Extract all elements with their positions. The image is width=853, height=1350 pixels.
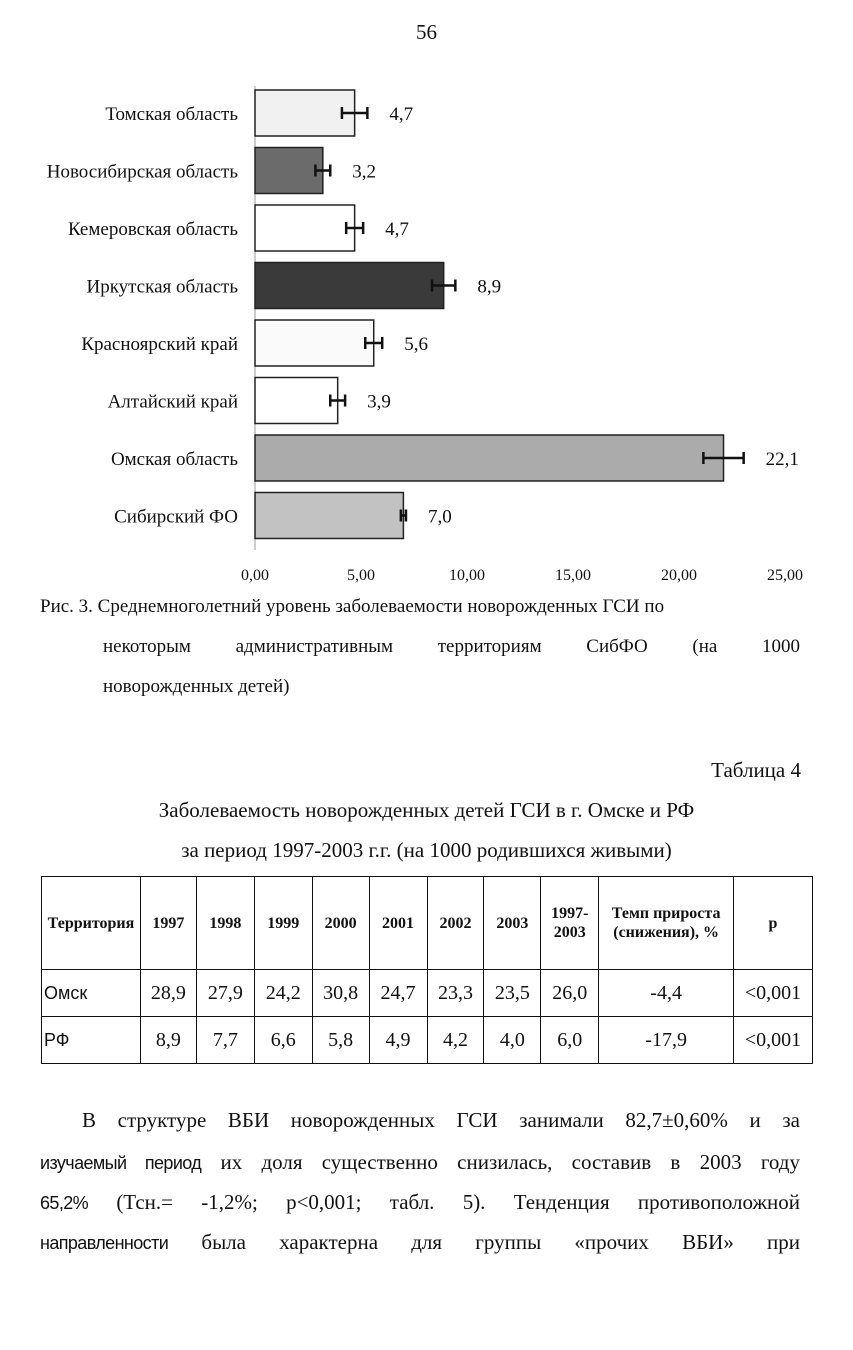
category-label: Кемеровская область: [67, 219, 238, 240]
bar: [255, 378, 338, 424]
paragraph-line-1: В структуре ВБИ новорожденных ГСИ занимали 82,7±0,60% и за: [82, 1108, 800, 1132]
incidence-table: [41, 876, 813, 1064]
table-header-row: [42, 877, 813, 970]
table-title-line-1: Заболеваемость новорожденных детей ГСИ в г. Омске и РФ: [158, 798, 695, 822]
table-cell: <0,001: [734, 970, 813, 1017]
bar: [255, 205, 355, 251]
header-cell: p: [734, 877, 813, 970]
table-row: [42, 1017, 813, 1064]
paragraph-fragment: 65,2%: [40, 1193, 89, 1213]
data-label: 3,9: [367, 391, 391, 413]
header-cell: 2001: [369, 877, 427, 970]
x-tick-label: 15,00: [555, 567, 591, 584]
table-cell: 5,8: [312, 1017, 369, 1064]
table-cell: 4,2: [427, 1017, 484, 1064]
x-tick-label: 10,00: [449, 567, 485, 584]
table-cell: 6,6: [254, 1017, 312, 1064]
paragraph-fragment: была характерна для группы «прочих ВБИ» при: [168, 1230, 800, 1254]
bar: [255, 493, 403, 539]
x-tick-label: 25,00: [767, 567, 803, 584]
table-cell: <0,001: [734, 1017, 813, 1064]
paragraph-fragment: их доля существенно снизилась, составив в 2003 году: [201, 1150, 800, 1174]
table-title-line-2: за период 1997-2003 г.г. (на 1000 родившихся живыми): [181, 838, 672, 862]
table-cell: 24,2: [254, 970, 312, 1017]
page-number: 56: [416, 20, 437, 44]
paragraph-fragment: изучаемый период: [40, 1153, 202, 1173]
paragraph-line-3: [40, 1190, 800, 1215]
category-label: Новосибирская область: [46, 161, 238, 183]
table-cell: 8,9: [140, 1017, 196, 1064]
category-label: Иркутская область: [86, 276, 238, 298]
table-cell: 6,0: [541, 1017, 599, 1064]
paragraph-fragment: (Тсн.= -1,2%; p<0,001; табл. 5). Тенденция противоположной: [88, 1190, 800, 1214]
table-cell: 27,9: [196, 970, 254, 1017]
table-cell: 4,9: [369, 1017, 427, 1064]
header-cell: 1998: [196, 877, 254, 970]
data-label: 8,9: [477, 276, 502, 298]
table-cell: -4,4: [599, 970, 734, 1017]
table-cell: 24,7: [369, 970, 427, 1017]
header-cell: Территория: [42, 877, 141, 970]
table-cell: 4,0: [484, 1017, 541, 1064]
header-cell: 1997-2003: [541, 877, 599, 970]
bar: [255, 435, 724, 481]
x-tick-label: 0,00: [241, 567, 269, 584]
header-cell: 1999: [254, 877, 312, 970]
bar: [255, 90, 355, 136]
category-label: Омская область: [110, 449, 238, 470]
data-label: 3,2: [352, 161, 377, 183]
header-cell: 1997: [140, 877, 196, 970]
table-cell: 23,5: [484, 970, 541, 1017]
header-cell: 2003: [484, 877, 541, 970]
table-cell: 26,0: [541, 970, 599, 1017]
data-label: 5,6: [404, 334, 428, 355]
x-tick-label: 20,00: [661, 567, 697, 584]
table-cell: 7,7: [196, 1017, 254, 1064]
paragraph-line-2: [40, 1150, 800, 1175]
table-cell: 28,9: [140, 970, 196, 1017]
table-cell: 30,8: [312, 970, 369, 1017]
data-label: 4,7: [389, 104, 414, 125]
category-label: Алтайский край: [107, 391, 238, 413]
header-cell: 2002: [427, 877, 484, 970]
figure-caption-line-3: новорожденных детей): [103, 676, 290, 697]
data-label: 4,7: [385, 219, 409, 240]
table-cell: РФ: [42, 1017, 141, 1064]
bar: [255, 148, 323, 194]
bar: [255, 263, 444, 309]
paragraph-fragment: направленности: [40, 1233, 169, 1253]
category-label: Сибирский ФО: [114, 506, 238, 528]
x-tick-label: 5,00: [347, 567, 375, 584]
data-label: 22,1: [765, 449, 799, 470]
table-cell: Омск: [42, 970, 141, 1017]
bar: [255, 320, 374, 366]
table-cell: -17,9: [599, 1017, 734, 1064]
header-cell: 2000: [312, 877, 369, 970]
figure-caption-line-2: некоторым административным территориям СибФО (на 1000: [103, 636, 800, 657]
category-label: Томская область: [105, 104, 238, 125]
category-label: Красноярский край: [81, 334, 238, 355]
bar-chart: [0, 80, 853, 590]
figure-caption-line-1: Рис. 3. Среднемноголетний уровень заболеваемости новорожденных ГСИ по: [40, 596, 665, 617]
table-row: [42, 970, 813, 1017]
header-cell: Темп прироста (снижения), %: [599, 877, 734, 970]
data-label: 7,0: [427, 506, 452, 528]
paragraph-line-4: [40, 1230, 800, 1255]
table-cell: 23,3: [427, 970, 484, 1017]
table-label: Таблица 4: [711, 758, 801, 782]
